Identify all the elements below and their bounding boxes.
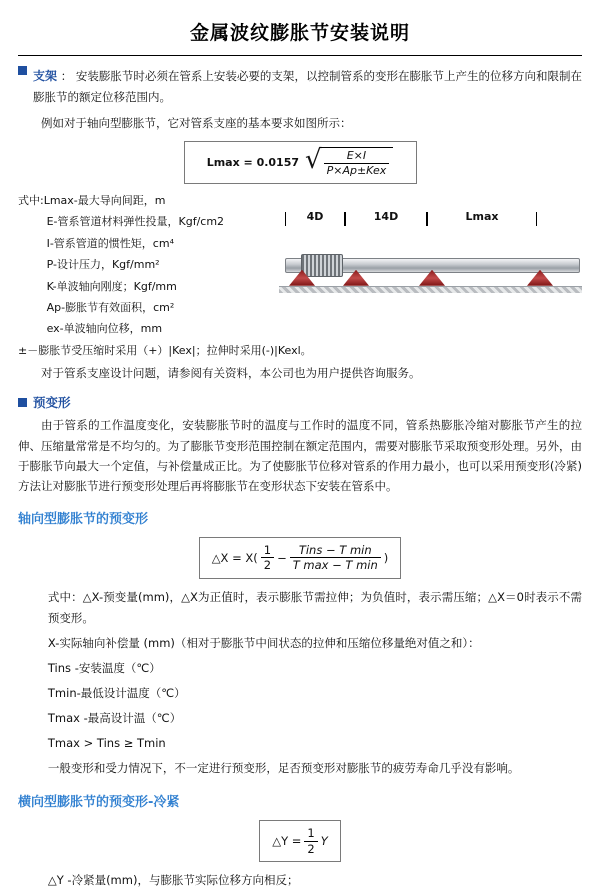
formula-lateral-den: 2 <box>304 841 317 856</box>
legend-item: P-设计压力，Kgf/mm² <box>46 258 160 272</box>
axial-note-7: 一般变形和受力情况下，不一定进行预变形，足否预变形对膨胀节的疲劳寿命几乎没有影响。 <box>47 760 520 775</box>
axial-note-4: Tmin-最低设计温度（℃） <box>47 686 186 700</box>
axial-note-2: X-实际轴向补偿量 (mm)（相对于膨胀节中间状态的拉伸和压缩位移量绝对值之和）： <box>47 636 480 651</box>
formula-axial-half-den: 2 <box>261 557 274 572</box>
legend-item: Ap-膨胀节有效面积，cm² <box>46 300 175 314</box>
formula-axial-ratio-den: T max − T min <box>290 557 381 572</box>
section-predeform-label: 预变形 <box>33 395 71 411</box>
axial-note-1: 式中：△X-预变量(mm)，△X为正值时，表示膨胀节需拉伸；为负值时，表示需压缩；△X＝0时表示不需预变形。 <box>47 589 582 626</box>
axial-note-3: Tins -安装温度（℃） <box>47 661 161 676</box>
page-title: 金属波纹膨胀节安装说明 <box>189 22 410 44</box>
axial-note-6: Tmax > Tins ≥ Tmin <box>47 735 166 750</box>
formula-lmax-numerator: E×I <box>346 149 367 163</box>
section-bracket-paragraph-2: 例如对于轴向型膨胀节，它对管系支座的基本要求如图所示： <box>41 116 352 131</box>
formula-lmax-sqrt <box>305 147 393 178</box>
formula-lmax-lhs: Lmax = 0.0157 <box>206 156 300 169</box>
blue-square-icon <box>18 66 27 75</box>
section-bracket-label: 支架 <box>33 69 58 83</box>
section-bracket-intro: 支架 ： 安装膨胀节时必须在管系上安装必要的支架，以控制管系的变形在膨胀节上产生的位移方向和限制在膨胀节的额定位移范围内。 <box>18 66 582 107</box>
formula-axial-ratio-num: Tins − T min <box>298 542 372 557</box>
section-predeform-heading <box>18 393 582 411</box>
dimension-14d: 14D <box>345 212 427 226</box>
legend-item: ±－膨胀节受压缩时采用（+）|Kex|；拉伸时采用(-)|Kexl。 <box>18 343 312 357</box>
formula-axial-wrapper <box>18 537 582 579</box>
formula-lateral-rhs: Y <box>320 834 328 849</box>
axial-note-5: Tmax -最高设计温（℃） <box>47 710 182 725</box>
section-bracket-paragraph-1: 安装膨胀节时必须在管系上安装必要的支架，以控制管系的变形在膨胀节上产生的位移方向和限制在膨胀节的额定位移范围内。 <box>33 69 583 104</box>
legend-item: I-管系管道的惯性矩，cm⁴ <box>46 236 174 250</box>
legend-item: E-管系管道材料弹性投量，Kgf/cm2 <box>46 215 225 229</box>
pipe-support-diagram <box>279 209 582 342</box>
legend-item: ex-单波轴向位移，mm <box>46 322 163 336</box>
legend-and-drawing <box>18 190 582 362</box>
formula-lateral-num: 1 <box>307 826 315 841</box>
formula-lateral-wrapper <box>18 820 582 862</box>
formula-axial <box>199 537 402 579</box>
legend-item: K-单波轴向刚度；Kgf/mm <box>46 279 177 293</box>
formula-lateral-lhs: △Y = <box>272 834 302 849</box>
ground-hatch <box>279 286 582 293</box>
radical-icon: √ <box>305 145 322 176</box>
pipe-illustration <box>279 232 582 318</box>
formula-lmax <box>184 141 417 184</box>
section-predeform-paragraph: 由于管系的工作温度变化，安装膨胀节时的温度与工作时的温度不同，管系热膨胀冷缩对膨胀节产生的拉伸、压缩量常常是不均匀的。为了膨胀节变形范围控制在额定范围内，需要对膨胀节采取预变形处理。另外，由于膨胀节向最大一个定值，与补偿量成正比。为了使膨胀节位移对管系的作用力最小，也可以采用预变形(冷紧)方法让对膨胀节进行预变形处理后再将膨胀节在变形状态下安装在管系中。 <box>18 418 582 493</box>
formula-legend <box>18 190 312 362</box>
bracket-note: 对于管系支座设计问题，请参阅有关资料，本公司也为用户提供咨询服务。 <box>41 366 421 381</box>
legend-item: 式中:Lmax-最大导向间距，m <box>18 193 166 207</box>
subsection-lateral-heading: 横向型膨胀节的预变形-冷紧 <box>18 795 180 811</box>
lateral-note: △Y -冷紧量(mm)，与膨胀节实际位移方向相反； <box>47 873 299 888</box>
formula-lmax-denominator: P×Ap±Kex <box>324 163 390 178</box>
dimension-lmax: Lmax <box>427 212 537 226</box>
bellows-expansion-joint <box>301 254 343 277</box>
formula-lateral <box>259 820 341 862</box>
dimension-4d: 4D <box>285 212 345 226</box>
subsection-axial-heading: 轴向型膨胀节的预变形 <box>18 511 149 527</box>
formula-axial-lhs: △X = X( <box>211 550 258 565</box>
dimension-row <box>279 209 582 228</box>
formula-axial-half-num: 1 <box>263 542 272 557</box>
formula-axial-minus: − <box>277 550 287 565</box>
title-divider <box>18 55 582 56</box>
formula-axial-rhs: ) <box>383 550 389 565</box>
blue-square-icon <box>18 398 27 407</box>
